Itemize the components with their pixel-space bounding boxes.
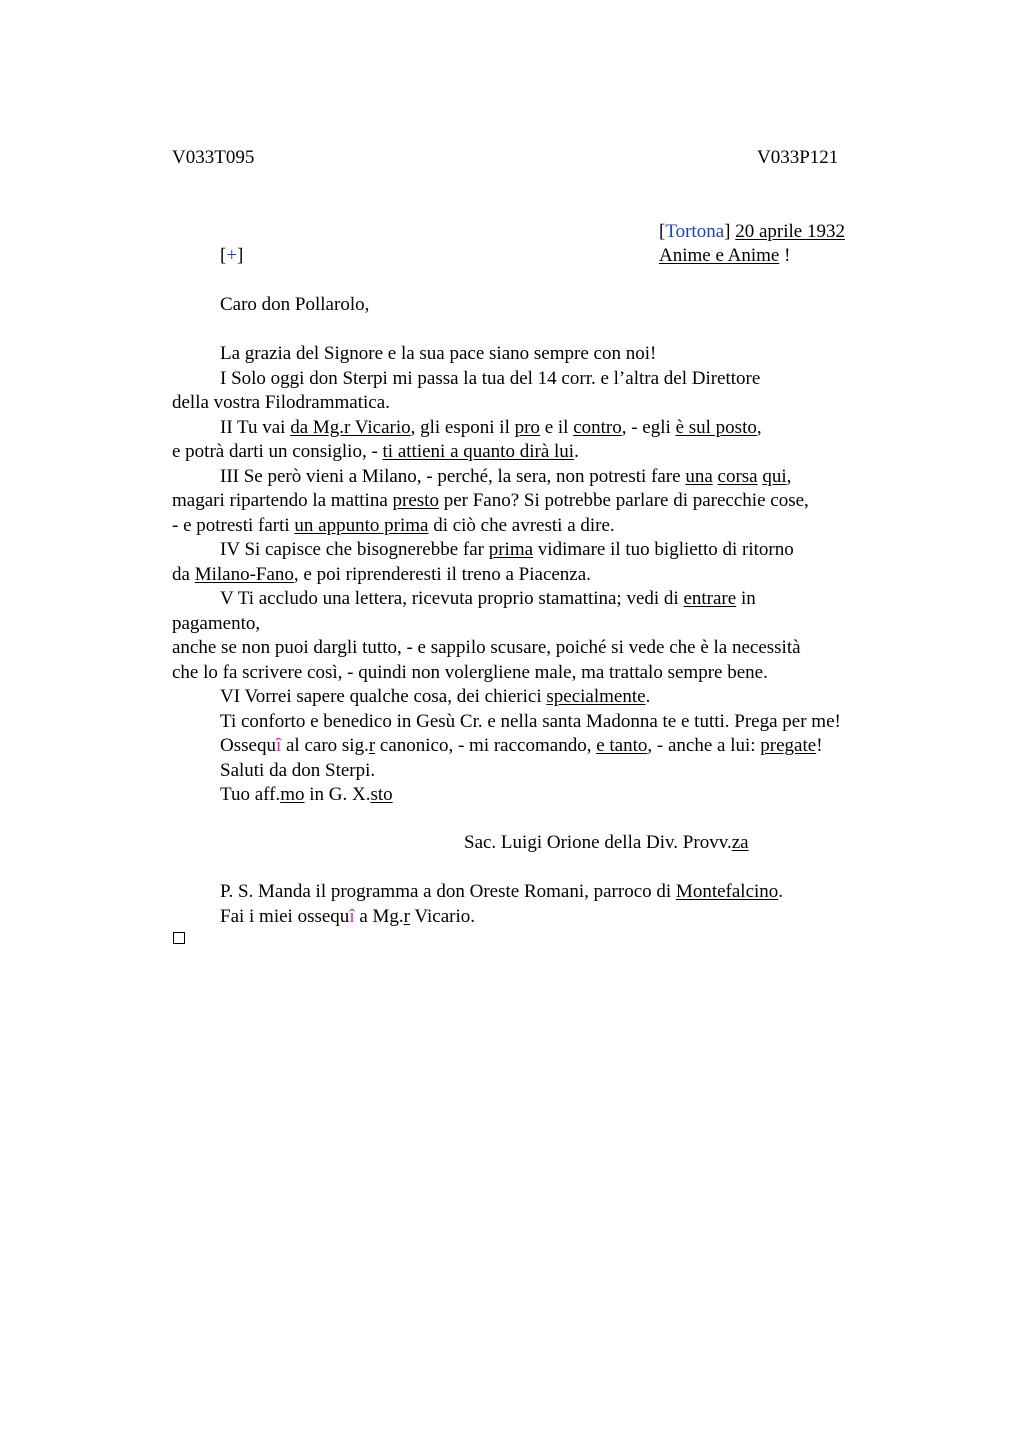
text: Ossequ — [220, 735, 276, 756]
text: P. S. Manda il programma a don Oreste Romani, parroco di — [220, 881, 676, 902]
text: di ciò che avresti a dire. — [428, 514, 615, 536]
text: Sac. Luigi Orione della Div. Provv. — [464, 832, 732, 853]
text: , e poi riprenderesti il treno a Piacenza. — [293, 563, 591, 585]
text: al caro sig. — [281, 735, 369, 756]
cross-icon: + — [226, 245, 238, 266]
body-line — [172, 538, 912, 563]
highlighted-char: î — [349, 905, 355, 927]
underlined-text: pregate — [760, 735, 817, 756]
text: , gli esponi il — [410, 416, 515, 438]
underlined-text: pro — [514, 416, 540, 438]
motto — [659, 244, 790, 268]
signature — [464, 831, 749, 855]
body-line — [172, 685, 912, 710]
text: II Tu vai — [220, 416, 291, 438]
body-line — [172, 587, 912, 612]
underlined-text: da Mg.r Vicario — [290, 416, 411, 438]
text: ! — [816, 735, 823, 756]
text: in G. X. — [304, 784, 371, 805]
text: , - anche a lui: — [647, 735, 761, 756]
cross-mark — [220, 244, 243, 268]
underlined-text: Montefalcino — [675, 881, 779, 902]
text: Fai i miei ossequ — [220, 905, 350, 927]
document-code-right: V033P121 — [757, 147, 839, 168]
text: . — [645, 686, 651, 707]
underlined-text: entrare — [683, 588, 737, 609]
underlined-text: è sul posto — [675, 416, 757, 438]
text: Vicario. — [410, 905, 475, 927]
underlined-text: Milano-Fano — [194, 563, 294, 585]
underlined-text: mo — [280, 784, 305, 805]
body-line: che lo fa scrivere così, - quindi non volergliene male, ma trattalo sempre bene. — [172, 661, 768, 683]
underlined-text: presto — [392, 490, 439, 511]
body-line — [172, 465, 912, 490]
text: e il — [539, 416, 574, 438]
text: IV Si capisce che bisognerebbe far — [220, 539, 489, 560]
body-line: della vostra Filodrammatica. — [172, 392, 390, 413]
text: da — [172, 563, 195, 585]
body-line — [172, 563, 912, 588]
text: in — [736, 588, 756, 609]
underlined-text: una — [685, 465, 713, 487]
bracket: [ — [659, 221, 666, 242]
text: , - egli — [621, 416, 676, 438]
underlined-text: corsa — [717, 465, 758, 487]
motto-punct: ! — [779, 245, 791, 266]
letter-date: 20 aprile 1932 — [735, 221, 845, 242]
body-line — [172, 489, 912, 514]
underlined-text: un appunto prima — [294, 514, 429, 536]
underlined-text: prima — [488, 539, 534, 560]
underlined-text: r — [403, 905, 410, 927]
body-line — [172, 734, 912, 759]
salutation: Caro don Pollarolo, — [220, 294, 370, 315]
highlighted-char: î — [275, 735, 282, 756]
underlined-text: sto — [370, 784, 393, 805]
bracket: ] — [724, 221, 736, 242]
bracket: [ — [220, 245, 227, 266]
body-line — [172, 440, 912, 465]
place-and-date — [659, 220, 845, 244]
body-line: anche se non puoi dargli tutto, - e sappilo scusare, poiché si vede che è la necessità — [172, 637, 801, 658]
text: VI Vorrei sapere qualche cosa, dei chierici — [220, 686, 547, 707]
underlined-text: qui — [762, 465, 787, 487]
text: a Mg. — [354, 905, 404, 927]
text: - e potresti farti — [172, 514, 295, 536]
body-line — [172, 416, 912, 441]
postscript-line — [172, 880, 783, 905]
end-mark-icon — [173, 932, 185, 944]
text: vidimare il tuo biglietto di ritorno — [533, 539, 794, 560]
underlined-text: contro — [573, 416, 622, 438]
underlined-text: r — [368, 735, 376, 756]
underlined-text: ti attieni a quanto dirà lui — [382, 441, 575, 462]
body-line: Ti conforto e benedico in Gesù Cr. e nella santa Madonna te e tutti. Prega per me! — [220, 710, 841, 732]
text: . — [574, 441, 579, 462]
postscript — [172, 880, 783, 929]
body-line: I Solo oggi don Sterpi mi passa la tua del 14 corr. e l’altra del Direttore — [220, 367, 761, 389]
underlined-text: e tanto — [596, 735, 648, 756]
underlined-text: za — [731, 832, 749, 853]
text: canonico, - mi raccomando, — [375, 735, 597, 756]
body-line — [172, 514, 912, 539]
place-name: Tortona — [665, 221, 725, 242]
body-line: pagamento, — [172, 612, 261, 634]
motto-text: Anime e Anime — [659, 245, 780, 266]
text: , — [786, 465, 792, 487]
text: magari ripartendo la mattina — [172, 490, 393, 511]
letter-body — [172, 342, 912, 808]
text: e potrà darti un consiglio, - — [172, 441, 383, 462]
text: Tuo aff. — [220, 784, 281, 805]
text: , — [756, 416, 762, 438]
document-code-left: V033T095 — [172, 147, 255, 168]
bracket: ] — [237, 245, 244, 266]
body-line: La grazia del Signore e la sua pace siano sempre con noi! — [220, 343, 657, 364]
closing-line — [172, 783, 912, 808]
text: III Se però vieni a Milano, - perché, la sera, non potresti fare — [220, 465, 686, 487]
text: . — [778, 881, 784, 902]
text: V Ti accludo una lettera, ricevuta proprio stamattina; vedi di — [220, 588, 684, 609]
postscript-line — [172, 905, 783, 930]
underlined-text: specialmente — [546, 686, 646, 707]
text: per Fano? Si potrebbe parlare di parecchie cose, — [438, 490, 809, 511]
body-line: Saluti da don Sterpi. — [220, 759, 376, 781]
